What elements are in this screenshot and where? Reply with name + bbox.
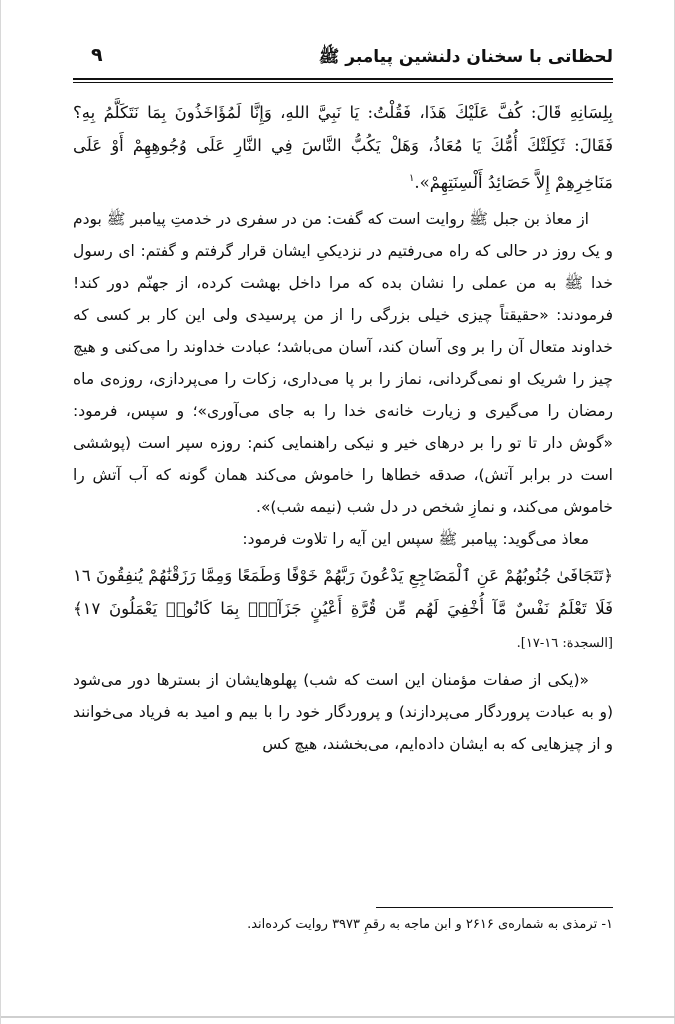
footnote: ۱- ترمذی به شماره‌ی ۲۶۱۶ و ابن ماجه به رقمِ ۳۹۷۳ روایت کرده‌اند. bbox=[247, 917, 613, 932]
hadith-arabic bbox=[73, 96, 613, 199]
hadith-arabic-text: بِلِسَانِهِ قَالَ: كُفَّ عَلَيْكَ هَذَا، فَقُلْتُ: يَا نَبِيَّ اللهِ، وَإِنَّا لَمُؤَاخَذُونَ بِمَا نَتَكَلَّمُ بِهِ؟ فَقَالَ: ثَكِلَتْكَ أُمُّكَ يَا مُعَاذُ، وَهَلْ يَكُبُّ النَّاسَ فِي النَّارِ عَلَى وُجُوهِهِمْ أَوْ عَلَى مَنَاخِرِهِمْ إِلاَّ حَصَائِدُ أَلْسِنَتِهِمْ». bbox=[73, 103, 613, 192]
hadith-translation: از معاذ بن جبل ﷺ روایت است که گفت: من در سفری در خدمتِ پیامبر ﷺ بودم و یک روز در حالی که راه می‌رفتیم در نزدیکیِ ایشان قرار گرفتم و گفتم: ای رسول خدا ﷺ به من عملی را نشان بده که مرا داخل بهشت کرده، از جهنّم دور کند! فرمودند: «حقیقتاً چیزی خیلی بزرگی را از من پرسیدی ولی این کار بر کسی که خداوند متعال آن را بر وی آسان کند، آسان می‌باشد؛ عبادت خداوند را می‌کنی و هیچ چیز را شریک او نمی‌گردانی، نماز را بر پا می‌داری، زکات را می‌پردازی، روزه‌ی ماه رمضان را می‌گیری و زیارت خانه‌ی خدا را به جای می‌آوری»؛ و سپس، فرمود: «گوش دار تا تو را بر درهای خیر و نیکی راهنمایی کنم: روزه سپر است (پوششی است در برابر آتش)، صدقه خطاها را خاموش می‌کند همان گونه که آب آتش را خاموش می‌کند، و نمازِ شخص در دل شب (نیمه شب)». bbox=[73, 210, 613, 516]
header-rule-thick bbox=[73, 78, 613, 80]
recitation-intro: معاذ می‌گوید: پیامبر ﷺ سپس این آیه را تلاوت فرمود: bbox=[242, 530, 589, 548]
page-bottom-edge bbox=[1, 1016, 675, 1018]
page-number: ۹ bbox=[91, 44, 103, 66]
footnote-separator bbox=[376, 907, 613, 908]
footnote-marker: ١ bbox=[409, 173, 415, 184]
verse-translation: «(یکی از صفات مؤمنان این است که شب) پهلوهایشان از بسترها دور می‌شود (و به عبادت پروردگار می‌پردازند) و پروردگار خود را با بیم و امید به فریاد می‌خوانند و از چیزهایی که به ایشان داده‌ایم، می‌بخشند، هیچ کس bbox=[73, 671, 613, 753]
verse-reference: [السجدة: ١٦-١٧]. bbox=[516, 636, 613, 651]
quran-verse bbox=[73, 559, 613, 660]
running-title: لحظاتی با سخنان دلنشین پیامبر ﷺ bbox=[318, 47, 613, 67]
header-rule-thin bbox=[73, 82, 613, 83]
page-header bbox=[73, 38, 613, 78]
page-body bbox=[73, 96, 613, 760]
quran-verse-text: ﴿تَتَجَافَىٰ جُنُوبُهُمْ عَنِ ٱلْمَضَاجِعِ يَدْعُونَ رَبَّهُمْ خَوْفًا وَطَمَعًا وَمِمَّا رَزَقْنَٰهُمْ يُنفِقُونَ ١٦ فَلَا تَعْلَمُ نَفْسٌ مَّآ أُخْفِيَ لَهُم مِّن قُرَّةِ أَعْيُنٍ جَزَآءًۢ بِمَا كَانُوا۟ يَعْمَلُونَ ١٧﴾ bbox=[73, 566, 613, 618]
